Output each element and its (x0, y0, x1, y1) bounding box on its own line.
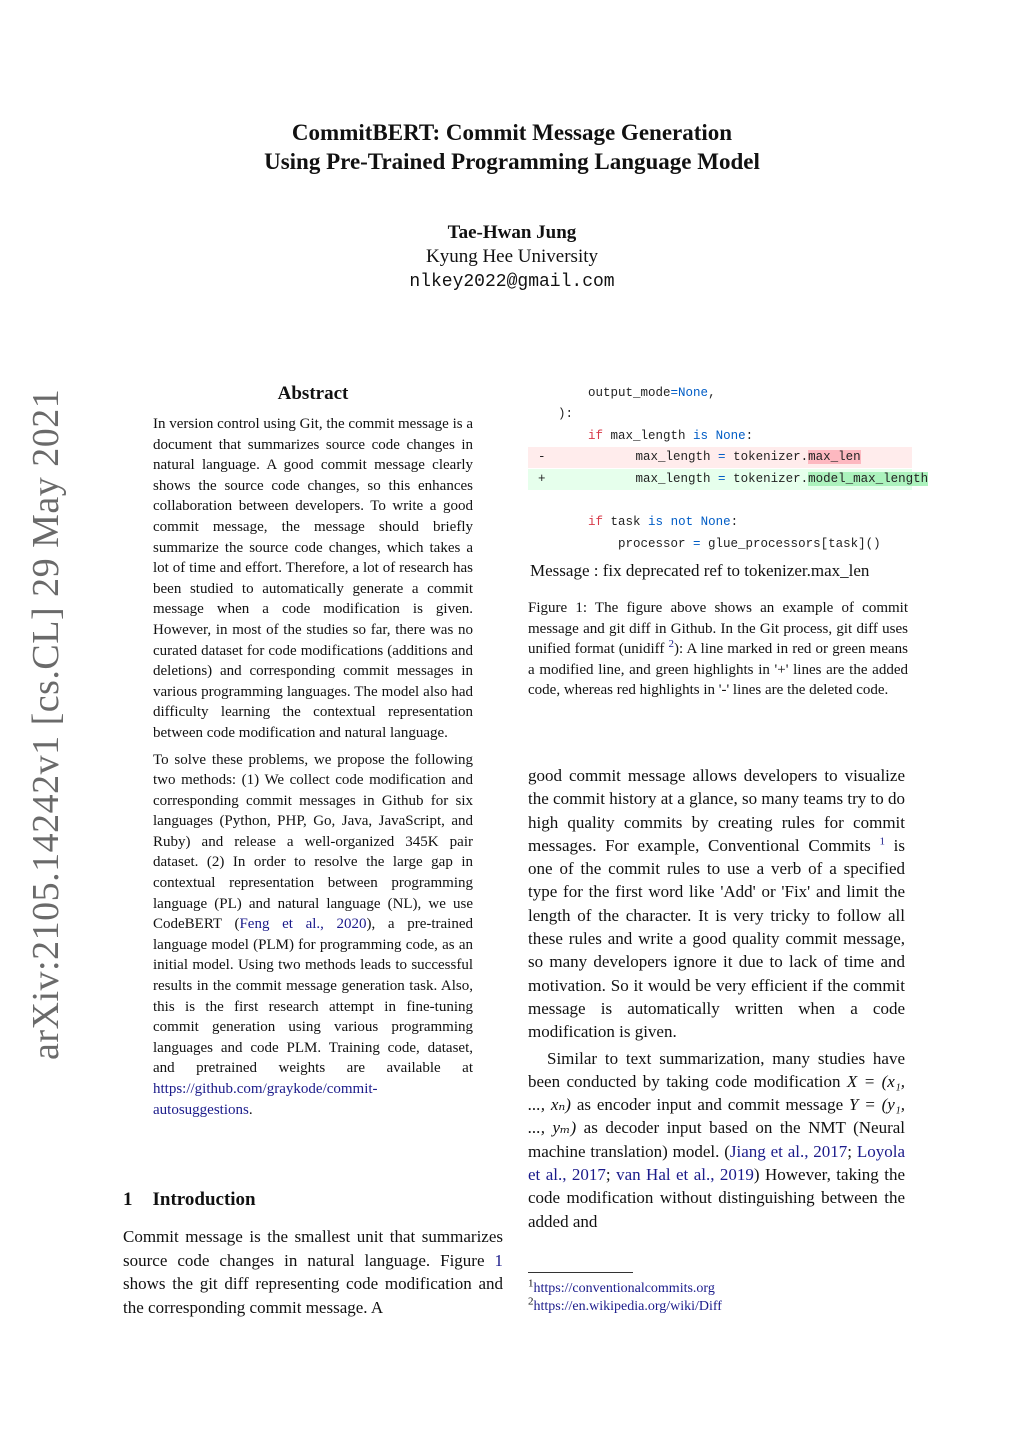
abstract-p2-text-cont: ), a pre-trained language model (PLM) for programming code, as an initial model. Using two methods leads to successful results in the commit message generation task. Also, this is the first research attempt in fine-tuning commit generation using various programming languages and code PLM. Training code, dataset, and pretrained weights are available at (153, 916, 473, 1077)
github-link[interactable]: https://github.com/graykode/commit-autosuggestions (153, 1081, 378, 1118)
citation-feng-2020[interactable]: Feng et al., 2020 (239, 916, 367, 933)
added-token-highlight: model_max_length (808, 472, 929, 486)
paper-title-line-1: CommitBERT: Commit Message Generation (291, 120, 733, 145)
abstract-body (153, 414, 473, 1120)
footnote-2-link[interactable]: https://en.wikipedia.org/wiki/Diff (533, 1299, 722, 1314)
author-affiliation: Kyung Hee University (425, 246, 599, 267)
author-name: Tae-Hwan Jung (447, 222, 577, 243)
footnote-1: $^1$https://conventionalcommits.org (528, 1277, 715, 1296)
citation-vanhal-2019[interactable]: van Hal et al., 2019 (616, 1165, 754, 1185)
intro-text: Commit message is the smallest unit that summarizes source code changes in natural language. Figure (123, 1227, 503, 1270)
citation-jiang-2017[interactable]: Jiang et al., 2017 (729, 1141, 848, 1161)
author-email[interactable]: nlkey2022@gmail.com (409, 272, 615, 292)
figure-commit-message: Message : fix deprecated ref to tokenizer.max_len (530, 561, 870, 580)
paper-title-line-2: Using Pre-Trained Programming Language Model (264, 149, 760, 174)
citation-loyola-2017[interactable]: Loyola et al., 2017 (528, 1141, 905, 1185)
section-heading-introduction (123, 1189, 256, 1211)
figure-1-reference[interactable]: 1 (494, 1250, 503, 1270)
body-paragraph: good commit message allows developers to visualize the commit history at a glance, so many teams try to do high quality commits by creating rules for commit messages. For example, Conventional Commits $^1$ is one of the commit rules to use a verb of a specified type for the first word like 'Add' or 'Fix' and limit the length of the character. It is very tricky to follow all these rules and write a good quality commit message, so many developers ignore it due to lack of time and motivation. So it would be very efficient if the commit message is automatically written when a code modification is given. (528, 766, 905, 1042)
removed-token-highlight: max_len (808, 450, 861, 464)
diff-line-added: + max_length = tokenizer.model_max_length (528, 469, 912, 490)
footnote-2: $^2$https://en.wikipedia.org/wiki/Diff (528, 1295, 722, 1314)
abstract-heading: Abstract (277, 383, 349, 404)
intro-text-cont: shows the git diff representing code modification and the corresponding commit message. A (123, 1274, 503, 1317)
body-paragraph: Similar to text summarization, many studies have been conducted by taking code modification X = (x₁, ..., xₙ) as encoder input and commit message Y = (y₁, ..., yₘ) as decoder input based on the NMT (Neural machine translation) model. (Jiang et al., 2017; Loyola et al., 2017; van Hal et al., 2019) However, taking the code modification without distinguishing between the added and (528, 1048, 906, 1231)
footnote-2-marker[interactable]: 2 (668, 638, 674, 651)
intro-paragraph-1 (123, 1225, 503, 1319)
section-number: 1 (123, 1189, 133, 1210)
right-column-body (528, 764, 905, 1233)
diff-line-removed: - max_length = tokenizer.max_len (528, 447, 912, 468)
arxiv-identifier: arXiv:2105.14242v1 [cs.CL] 29 May 2021 (25, 388, 67, 1060)
figure-1-caption: Figure 1: The figure above shows an example of commit message and git diff in Github. In the Git process, git diff uses unified format (unidiff $^2$): A line marked in red or green means a modified line, and green highlights in '+' lines are the added code, whereas red highlights in '-' lines are the deleted code. (528, 600, 908, 699)
math-x: X = (x₁, ..., xₙ) (528, 1071, 905, 1115)
footnote-1-marker[interactable]: 1 (879, 835, 885, 848)
footnote-rule (528, 1272, 633, 1273)
abstract-paragraph-2 (153, 750, 473, 1121)
abstract-p2-end: . (248, 1101, 253, 1118)
abstract-p2-text: To solve these problems, we propose the following two methods: (1) We collect code modification and corresponding commit messages in Github for six languages (Python, PHP, Go, Java, JavaScript, and Ruby) and release a well-organized 345K pair dataset. (2) In order to resolve the large gap in contextual representation between programming language (PL) and natural language (NL), we use CodeBERT ( (153, 751, 473, 933)
footnote-1-link[interactable]: https://conventionalcommits.org (533, 1281, 715, 1296)
math-y: Y = (y₁, ..., yₘ) (528, 1095, 905, 1138)
diff-line: if task is not None: (588, 515, 739, 529)
git-diff-figure (528, 383, 929, 558)
abstract-paragraph-1: In version control using Git, the commit message is a document that summarizes source code changes in natural language. A good commit message clearly shows the source code changes, so this enhances collaboration between developers. To write a good commit message, the message should briefly summarize the source code changes, which takes a lot of time and effort. Therefore, a lot of research has been studied to automatically generate a commit message when a code modification is given. However, in most of the studies so far, there was no curated dataset for code modifications (additions and deletions) and corresponding commit messages in various programming languages. The model also had difficulty learning the contextual representation between code modification and natural language. (153, 416, 473, 741)
diff-line: ): (528, 407, 574, 421)
diff-line: output_mode=None, (588, 386, 716, 400)
diff-line: processor = glue_processors[task]() (528, 537, 881, 551)
diff-line: if max_length is None: (588, 429, 754, 443)
section-title: Introduction (152, 1189, 256, 1210)
